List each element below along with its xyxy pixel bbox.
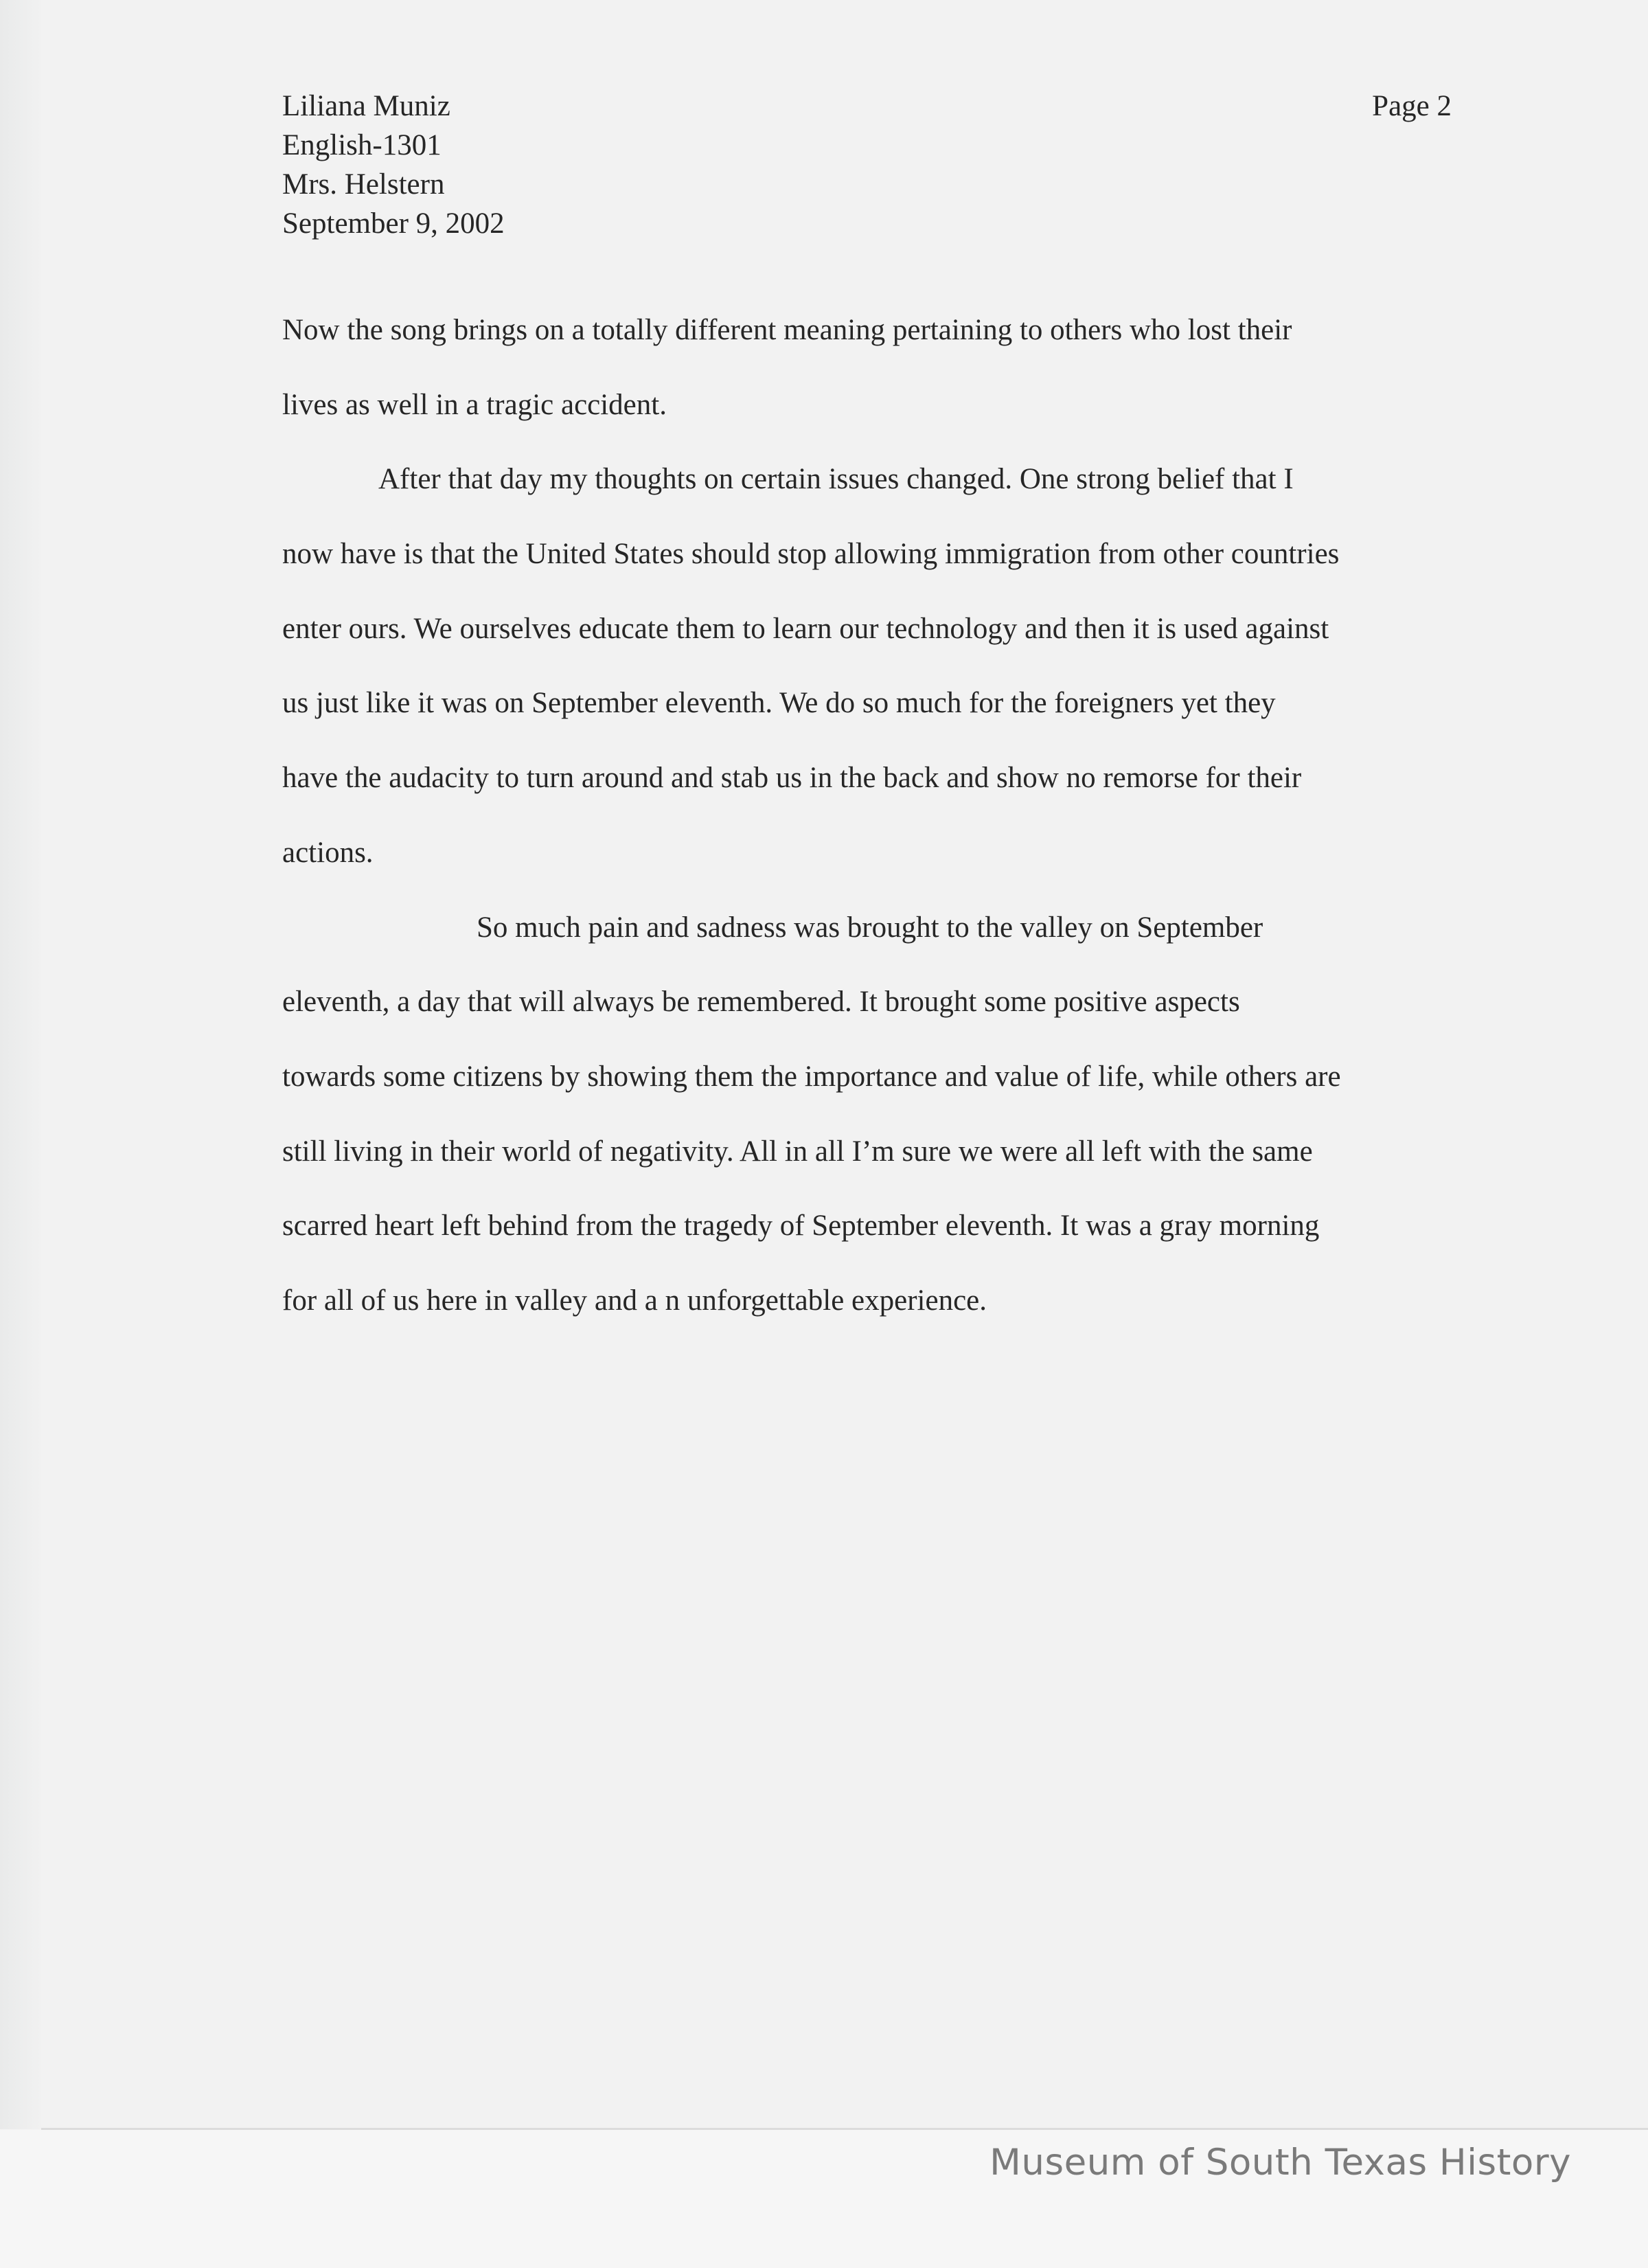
museum-watermark: Museum of South Texas History [989,2142,1571,2184]
author-name: Liliana Muniz [282,90,450,122]
body-line: us just like it was on September eleventh. We do so much for the foreigners yet they [282,687,1276,720]
essay-date: September 9, 2002 [282,207,505,240]
heading-block [282,87,505,243]
body-line: eleventh, a day that will always be remembered. It brought some positive aspects [282,986,1240,1019]
body-line: for all of us here in valley and a n unforgettable experience. [282,1284,987,1317]
body-line: have the audacity to turn around and stab us in the back and show no remorse for their [282,762,1302,795]
body-line: actions. [282,836,374,869]
instructor-name: Mrs. Helstern [282,168,445,201]
body-line: Now the song brings on a totally different meaning pertaining to others who lost their [282,314,1292,346]
paragraph-start-line: So much pain and sadness was brought to the valley on September [477,911,1263,944]
paragraph-start-line: After that day my thoughts on certain issues changed. One strong belief that I [378,463,1294,496]
body-line: now have is that the United States should stop allowing immigration from other countries [282,538,1340,571]
body-line: towards some citizens by showing them the importance and value of life, while others are [282,1060,1341,1093]
essay-body [282,306,1450,1352]
scan-edge [0,0,41,2129]
body-line: scarred heart left behind from the tragedy of September eleventh. It was a gray morning [282,1210,1320,1243]
course-name: English-1301 [282,129,442,161]
body-line: still living in their world of negativity. All in all I’m sure we were all left with the same [282,1135,1313,1168]
page-number: Page 2 [1372,90,1452,122]
body-line: enter ours. We ourselves educate them to learn our technology and then it is used against [282,612,1329,645]
body-line: lives as well in a tragic accident. [282,388,667,421]
